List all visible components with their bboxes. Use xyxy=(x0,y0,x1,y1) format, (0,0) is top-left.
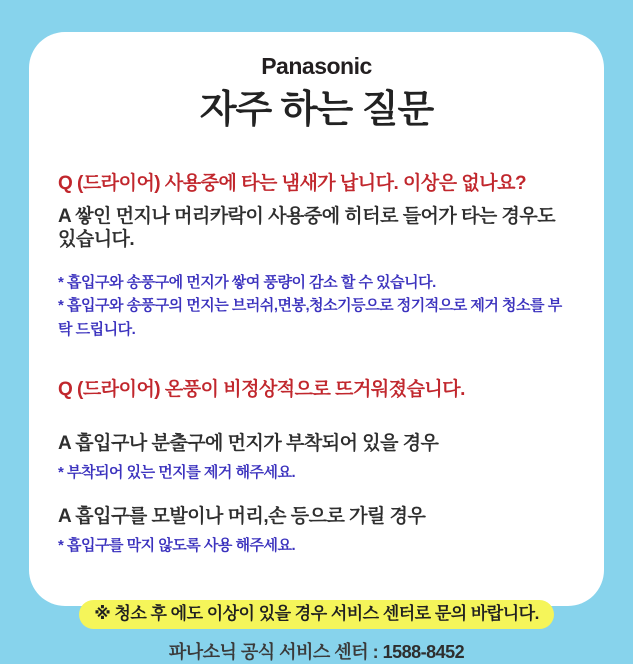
faq-card xyxy=(29,32,604,662)
faq-note: * 흡입구를 막지 않도록 사용 해주세요. xyxy=(58,537,296,555)
faq-note: * 부착되어 있는 먼지를 제거 해주세요. xyxy=(58,464,296,482)
page-title: 자주 하는 질문 xyxy=(199,89,434,131)
service-center-phone-number: 1588-8452 xyxy=(382,641,465,662)
service-notice-highlight: ※ 청소 후 에도 이상이 있을 경우 서비스 센터로 문의 바랍니다. xyxy=(79,600,554,629)
faq-note: * 흡입구와 송풍구에 먼지가 쌓여 풍량이 감소 할 수 있습니다. xyxy=(58,274,436,292)
footer xyxy=(58,600,575,629)
service-center-label: 파나소닉 공식 서비스 센터 : xyxy=(168,641,383,662)
faq-answer-2: A 흡입구나 분출구에 먼지가 부착되어 있을 경우 xyxy=(58,432,439,454)
service-center-line xyxy=(58,638,575,664)
panasonic-logo: Panasonic xyxy=(261,53,372,79)
faq-question-1: Q (드라이어) 사용중에 타는 냄새가 납니다. 이상은 없나요? xyxy=(58,172,527,194)
faq-question-2: Q (드라이어) 온풍이 비정상적으로 뜨거워졌습니다. xyxy=(58,378,465,400)
faq-answer-1-notes xyxy=(58,271,575,341)
faq-answer-1: A 쌓인 먼지나 머리카락이 사용중에 히터로 들어가 타는 경우도 있습니다. xyxy=(58,205,556,251)
faq-note: * 흡입구와 송풍구의 먼지는 브러쉬,면봉,청소기등으로 정기적으로 제거 청소를 부탁 드립니다. xyxy=(58,297,562,338)
faq-answer-3: A 흡입구를 모발이나 머리,손 등으로 가릴 경우 xyxy=(58,505,426,527)
